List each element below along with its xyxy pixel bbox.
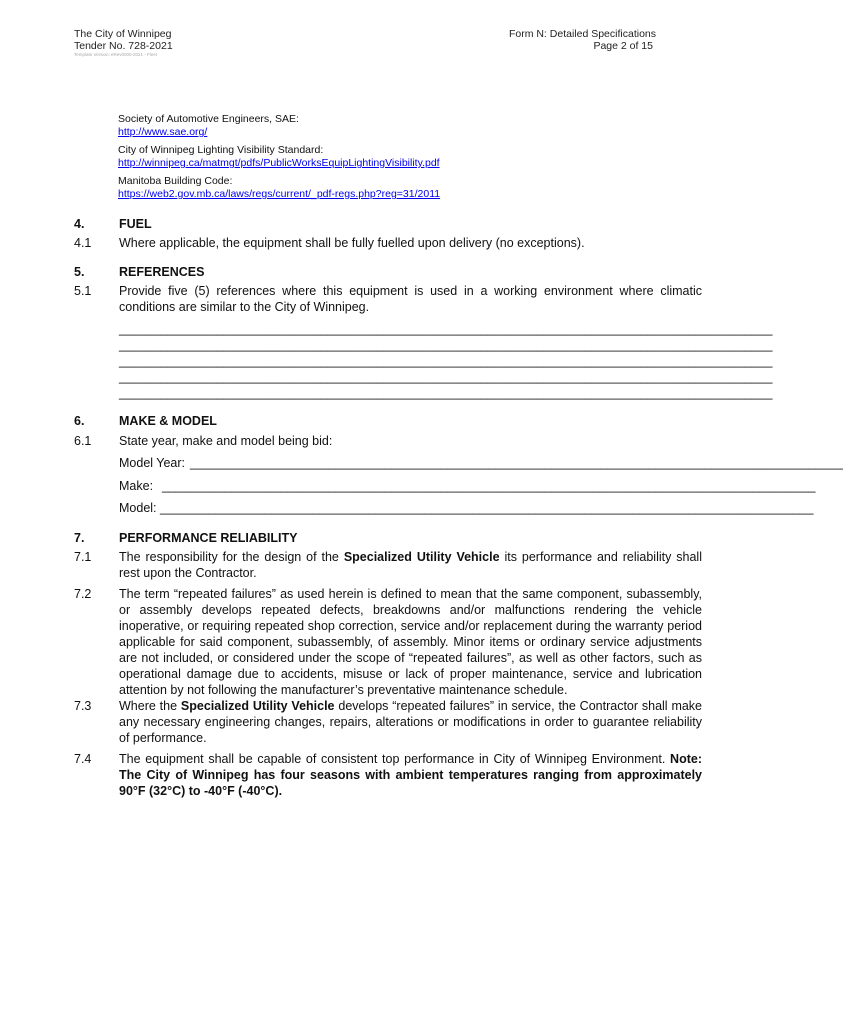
make-label: Make: — [119, 479, 154, 493]
model-field[interactable]: ______________________________________________________________________________________________ — [160, 501, 814, 515]
ref-sae-link[interactable]: http://www.sae.org/ — [118, 126, 208, 138]
section-7-3-text: Where the Specialized Utility Vehicle develops “repeated failures” in service, the Contractor shall make any necessary engineering changes, repairs, alterations or modifications in order to guarantee reliability of performance. — [119, 699, 703, 745]
section-6-1-text: State year, make and model being bid: — [119, 434, 333, 448]
make-field[interactable]: ______________________________________________________________________________________________ — [162, 479, 816, 493]
vehicle-name-bold: Specialized Utility Vehicle — [180, 699, 335, 713]
header-page-number: Page 2 of 15 — [593, 40, 653, 52]
section-7-number: 7. — [74, 531, 85, 545]
reference-line-2[interactable]: ______________________________________________________________________________________________ — [119, 338, 773, 352]
section-4-1-number: 4.1 — [74, 236, 92, 250]
model-year-label: Model Year: — [119, 456, 186, 470]
section-5-1-text: Provide five (5) references where this equipment is used in a working environment where climatic conditions are similar to the City of Winnipeg. — [119, 284, 702, 314]
section-7-4-text: The equipment shall be capable of consistent top performance in City of Winnipeg Environment. Note: The City of Winnipeg has four seasons with ambient temperatures ranging from approximately 90°F (32°C) to -40°F (-40°C). — [119, 752, 702, 798]
section-4-number: 4. — [74, 217, 85, 231]
section-6-1-number: 6.1 — [74, 434, 92, 448]
section-7-2-text: The term “repeated failures” as used herein is defined to mean that the same component, subassembly, or assembly develops repeated defects, breakdowns and/or malfunctions rendering the vehicle inoperative, or requiring repeated shop correction, service and/or replacement during the warranty period applicable for said component, subassembly, of assembly. Minor items or ordinary service adjustments are not included, or considered under the scope of “repeated failures”, as well as other factors, such as operational damage due to accidents, misuse or lack of proper maintenance, service and lubrication attention by not following the manufacturer’s preventative maintenance schedule. — [119, 587, 702, 697]
temperature-note: Note: The City of Winnipeg has four seasons with ambient temperatures ranging from approximately 90°F (32°C) to -40°F (-40°C). — [119, 752, 702, 798]
section-7-2-number: 7.2 — [74, 587, 92, 601]
section-7-1-text: The responsibility for the design of the Specialized Utility Vehicle its performance and reliability shall rest upon the Contractor. — [119, 550, 702, 580]
header-org: The City of Winnipeg — [74, 28, 172, 40]
reference-line-5[interactable]: ______________________________________________________________________________________________ — [119, 386, 773, 400]
model-label: Model: — [119, 501, 157, 515]
section-5-number: 5. — [74, 265, 85, 279]
reference-line-4[interactable]: ______________________________________________________________________________________________ — [119, 370, 773, 384]
vehicle-name-bold: Specialized Utility Vehicle — [343, 550, 500, 564]
section-5-1-number: 5.1 — [74, 284, 92, 298]
ref-sae-label: Society of Automotive Engineers, SAE: — [118, 113, 299, 125]
reference-line-3[interactable]: ______________________________________________________________________________________________ — [119, 354, 773, 368]
section-6-title: MAKE & MODEL — [119, 414, 217, 428]
ref-building-code-label: Manitoba Building Code: — [118, 175, 233, 187]
section-6-number: 6. — [74, 414, 85, 428]
section-5-title: REFERENCES — [119, 265, 205, 279]
header-form-title: Form N: Detailed Specifications — [508, 28, 656, 40]
reference-line-1[interactable]: ______________________________________________________________________________________________ — [119, 322, 773, 336]
ref-lighting-link[interactable]: http://winnipeg.ca/matmgt/pdfs/PublicWorksEquipLightingVisibility.pdf — [118, 157, 440, 169]
section-7-3-number: 7.3 — [74, 699, 92, 713]
section-7-1-number: 7.1 — [74, 550, 92, 564]
header-template-note: Template Version: eRev0000-2021 - Fleet — [74, 52, 158, 57]
ref-lighting-label: City of Winnipeg Lighting Visibility Standard: — [118, 144, 324, 156]
section-4-1-text: Where applicable, the equipment shall be fully fuelled upon delivery (no exceptions). — [119, 236, 585, 250]
section-7-title: PERFORMANCE RELIABILITY — [119, 531, 298, 545]
model-year-field[interactable]: ______________________________________________________________________________________________ — [190, 456, 843, 470]
section-7-4-number: 7.4 — [74, 752, 92, 766]
header-tender: Tender No. 728-2021 — [74, 40, 173, 52]
ref-building-code-link[interactable]: https://web2.gov.mb.ca/laws/regs/current/_pdf-regs.php?reg=31/2011 — [118, 188, 441, 200]
section-4-title: FUEL — [119, 217, 152, 231]
